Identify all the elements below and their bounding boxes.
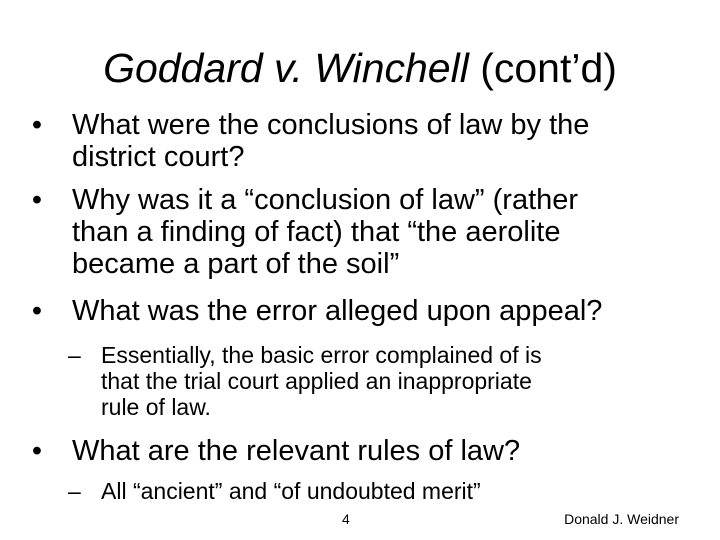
bullet-line: Why was it a “conclusion of law” (rather xyxy=(72,184,579,216)
bullet-relevant-rules xyxy=(31,435,521,467)
bullet-marker: • xyxy=(31,295,43,327)
sub-bullet-line: Essentially, the basic error complained of is xyxy=(101,342,542,368)
bullet-line: district court? xyxy=(72,141,245,173)
bullet-line: What were the conclusions of law by the xyxy=(72,109,590,141)
bullet-line: than a finding of fact) that “the aerolite xyxy=(72,216,561,248)
bullet-conclusions-of-law xyxy=(31,109,590,173)
bullet-error-alleged xyxy=(31,295,603,327)
bullet-marker: • xyxy=(31,435,43,467)
case-name: Goddard v. Winchell xyxy=(103,45,469,91)
bullet-line: What are the relevant rules of law? xyxy=(72,435,521,467)
sub-bullet-ancient-merit xyxy=(68,478,481,504)
sub-bullet-line: rule of law. xyxy=(101,394,211,420)
sub-bullet-marker: – xyxy=(68,342,81,368)
bullet-line: What was the error alleged upon appeal? xyxy=(72,295,603,327)
sub-bullet-line: that the trial court applied an inappropriate xyxy=(101,368,532,394)
sub-bullet-marker: – xyxy=(68,478,81,504)
title-suffix: (cont’d) xyxy=(468,45,617,91)
sub-bullet-basic-error xyxy=(68,342,542,420)
bullet-marker: • xyxy=(31,109,43,141)
bullet-marker: • xyxy=(31,184,43,216)
footer-author: Donald J. Weidner xyxy=(564,511,679,527)
bullet-why-conclusion-of-law xyxy=(31,184,579,280)
slide-title xyxy=(0,42,720,94)
page-number: 4 xyxy=(342,511,350,527)
bullet-line: became a part of the soil” xyxy=(72,248,400,280)
sub-bullet-line: All “ancient” and “of undoubted merit” xyxy=(101,478,481,504)
